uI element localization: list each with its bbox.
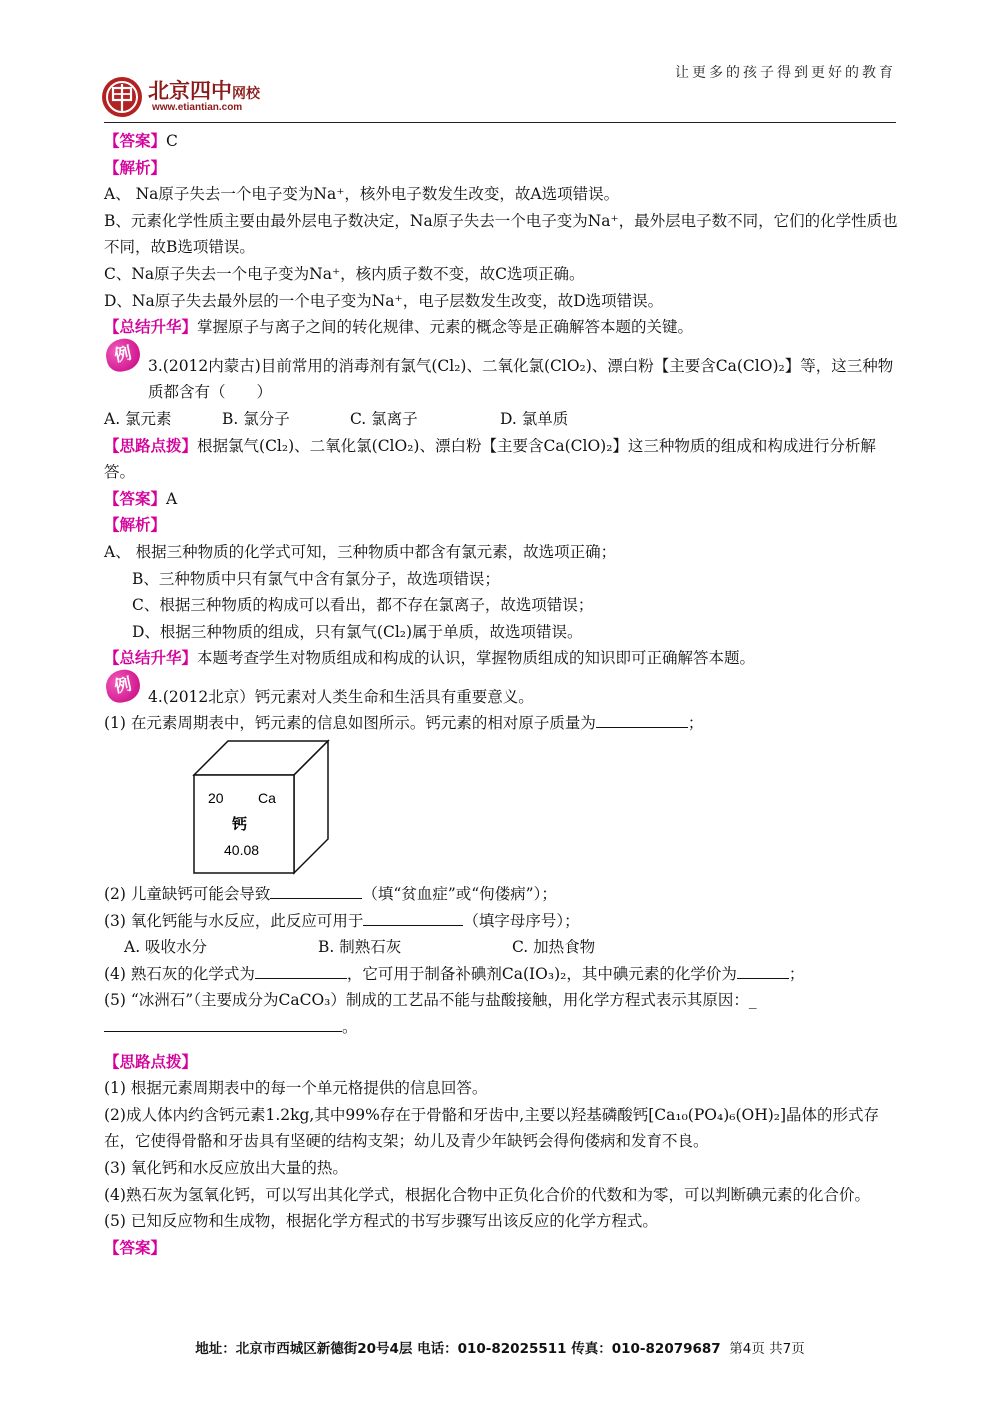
element-name: 钙 — [232, 815, 248, 834]
q3-analysis-tag: 【解析】 — [104, 516, 167, 535]
header-slogan: 让更多的孩子得到更好的教育 — [675, 65, 896, 81]
q3-summary: 【总结升华】本题考查学生对物质组成和构成的认识，掌握物质组成的知识即可正确解答本题。 — [104, 649, 756, 668]
q4-hint-4: (4)熟石灰为氢氧化钙，可以写出其化学式，根据化合物中正负化合价的代数和为零，可以判断碘元素的化合价。 — [104, 1185, 870, 1204]
example-badge: 例 — [103, 336, 143, 374]
q2-analysis-a: A、 Na原子失去一个电子变为Na⁺，核外电子数发生改变，故A选项错误。 — [104, 185, 620, 204]
element-symbol: Ca — [258, 790, 276, 807]
q4-answer-tag: 【答案】 — [104, 1238, 167, 1257]
q4-part2: (2) 儿童缺钙可能会导致 （填“贫血症”或“佝偻病”）； — [104, 881, 900, 908]
q2-answer: 【答案】C — [104, 132, 178, 150]
answer-blank[interactable] — [255, 961, 347, 979]
periodic-table-cell — [104, 739, 900, 877]
q3-analysis-b: B、三种物质中只有氯气中含有氯分子，故选项错误； — [132, 569, 500, 588]
q4-hint-3: (3) 氧化钙和水反应放出大量的热。 — [104, 1159, 348, 1177]
answer-blank[interactable] — [270, 881, 362, 899]
q3-answer: 【答案】A — [104, 489, 178, 508]
q4-part3-options: A. 吸收水分 B. 制熟石灰 C. 加热食物 — [124, 938, 596, 957]
element-cube-figure — [192, 739, 332, 875]
q2-analysis-tag: 【解析】 — [104, 158, 167, 177]
q4-part5-blank: 。 — [104, 1014, 900, 1041]
q3-analysis-a: A、 根据三种物质的化学式可知，三种物质中都含有氯元素，故选项正确； — [104, 542, 617, 561]
q2-summary: 【总结升华】掌握原子与离子之间的转化规律、元素的概念等是正确解答本题的关键。 — [104, 318, 694, 337]
example-badge: 例 — [103, 667, 143, 705]
logo-url: www.etiantian.com — [152, 102, 243, 113]
q4-hint-tag: 【思路点拨】 — [104, 1052, 198, 1071]
q4-part1: (1) 在元素周期表中，钙元素的信息如图所示。钙元素的相对原子质量为 ； — [104, 710, 900, 737]
answer-blank[interactable] — [596, 710, 688, 728]
answer-blank[interactable] — [737, 961, 789, 979]
q3-options: A. 氯元素 B. 氯分子 C. 氯离子 D. 氯单质 — [104, 409, 569, 428]
q4-stem: 例 4.(2012北京）钙元素对人类生命和生活具有重要意义。 — [104, 684, 900, 711]
q3-analysis-c: C、根据三种物质的构成可以看出，都不存在氯离子，故选项错误； — [132, 596, 594, 615]
answer-blank[interactable] — [363, 908, 463, 926]
q4-hint-5: (5) 已知反应物和生成物，根据化学方程式的书写步骤写出该反应的化学方程式。 — [104, 1212, 658, 1231]
q2-analysis-d: D、Na原子失去最外层的一个电子变为Na⁺，电子层数发生改变，故D选项错误。 — [104, 291, 664, 310]
q4-part5: (5) “冰洲石”（主要成分为CaCO₃）制成的工艺品不能与盐酸接触，用化学方程式表示其原因：_ — [104, 991, 757, 1010]
element-mass: 40.08 — [224, 842, 260, 859]
logo-emblem-icon — [100, 75, 144, 119]
q2-analysis-b: B、元素化学性质主要由最外层电子数决定，Na原子失去一个电子变为Na⁺，最外层电子数不同，它们的化学性质也不同，故B选项错误。 — [104, 211, 898, 257]
q3-stem: 例 3.(2012内蒙古)目前常用的消毒剂有氯气(Cl₂)、二氧化氯(ClO₂)、漂白粉【主要含Ca(ClO)₂】等，这三种物质都含有（ ） — [104, 353, 900, 406]
q2-analysis-c: C、Na原子失去一个电子变为Na⁺，核内质子数不变，故C选项正确。 — [104, 264, 585, 283]
answer-blank[interactable] — [104, 1014, 342, 1032]
logo-text: 北京四中网校 — [148, 79, 260, 103]
document-body — [104, 128, 900, 1261]
page-footer — [0, 1337, 1000, 1357]
school-logo — [100, 73, 290, 123]
q4-part4: (4) 熟石灰的化学式为 ，它可用于制备补碘剂Ca(IO₃)₂，其中碘元素的化学价为 ； — [104, 961, 900, 988]
element-number: 20 — [208, 790, 224, 807]
q4-hint-2: (2)成人体内约含钙元素1.2kg,其中99%存在于骨骼和牙齿中,主要以羟基磷酸钙[Ca₁₀(PO₄)₆(OH)₂]晶体的形式存在，它使得骨骼和牙齿具有坚硬的结构支架；幼儿及青少年缺钙会得佝偻病和发育不良。 — [104, 1105, 880, 1151]
footer-page-number: 第4页 共7页 — [729, 1341, 805, 1357]
q4-hint-1: (1) 根据元素周期表中的每一个单元格提供的信息回答。 — [104, 1079, 488, 1098]
q4-part3: (3) 氧化钙能与水反应，此反应可用于 （填字母序号）； — [104, 908, 900, 935]
header-divider — [104, 122, 896, 123]
q3-analysis-d: D、根据三种物质的组成，只有氯气(Cl₂)属于单质，故选项错误。 — [132, 622, 583, 641]
q3-hint: 【思路点拨】根据氯气(Cl₂)、二氧化氯(ClO₂)、漂白粉【主要含Ca(ClO)₂】这三种物质的组成和构成进行分析解答。 — [104, 436, 876, 482]
footer-address: 地址：北京市西城区新德街20号4层 电话：010-82025511 传真：010-82079687 — [195, 1341, 721, 1357]
